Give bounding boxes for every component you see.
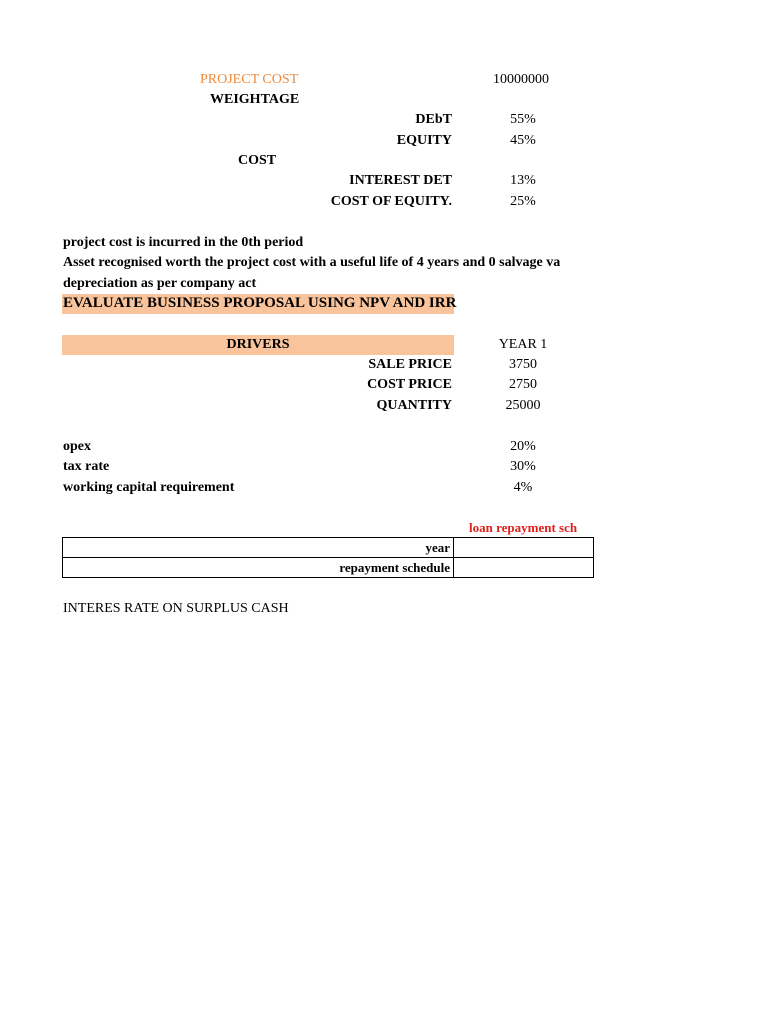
debt-value: 55% xyxy=(510,112,536,127)
equity-label: EQUITY xyxy=(396,133,452,148)
repayment-schedule-label: repayment schedule xyxy=(63,558,454,578)
weightage-label: WEIGHTAGE xyxy=(210,92,300,107)
table-row xyxy=(63,558,594,578)
repayment-schedule-cell[interactable] xyxy=(454,558,594,578)
working-capital-value: 4% xyxy=(513,480,533,495)
opex-label: opex xyxy=(63,439,91,454)
interest-label: INTEREST DET xyxy=(349,173,452,188)
drivers-heading: DRIVERS xyxy=(226,337,290,352)
evaluate-banner-title: EVALUATE BUSINESS PROPOSAL USING NPV AND IRR xyxy=(63,295,457,311)
tax-rate-value: 30% xyxy=(510,459,536,474)
table-row xyxy=(63,538,594,558)
cost-label: COST xyxy=(238,153,277,168)
equity-value: 45% xyxy=(510,133,536,148)
project-cost-label: PROJECT COST xyxy=(200,72,299,87)
quantity-label: QUANTITY xyxy=(376,398,452,413)
tax-rate-label: tax rate xyxy=(63,459,110,474)
project-cost-value: 10000000 xyxy=(493,72,549,87)
year-row-cell[interactable] xyxy=(454,538,594,558)
sale-price-value: 3750 xyxy=(509,357,537,372)
note-asset-recognised: Asset recognised worth the project cost with a useful life of 4 years and 0 salvage va xyxy=(63,255,561,270)
debt-label: DEbT xyxy=(415,112,452,127)
working-capital-label: working capital requirement xyxy=(63,480,235,495)
interest-value: 13% xyxy=(510,173,536,188)
surplus-cash-label: INTERES RATE ON SURPLUS CASH xyxy=(63,601,289,616)
cost-of-equity-label: COST OF EQUITY. xyxy=(330,194,452,209)
year-row-label: year xyxy=(63,538,454,558)
note-project-cost-period: project cost is incurred in the 0th period xyxy=(63,235,304,250)
note-depreciation: depreciation as per company act xyxy=(63,276,257,291)
cost-of-equity-value: 25% xyxy=(510,194,536,209)
cost-price-label: COST PRICE xyxy=(367,377,452,392)
cost-price-value: 2750 xyxy=(509,377,537,392)
loan-repayment-table xyxy=(62,537,594,578)
opex-value: 20% xyxy=(510,439,536,454)
loan-repayment-title: loan repayment sch xyxy=(469,520,578,535)
sale-price-label: SALE PRICE xyxy=(368,357,452,372)
year-1-label: YEAR 1 xyxy=(498,337,548,352)
quantity-value: 25000 xyxy=(505,398,541,413)
